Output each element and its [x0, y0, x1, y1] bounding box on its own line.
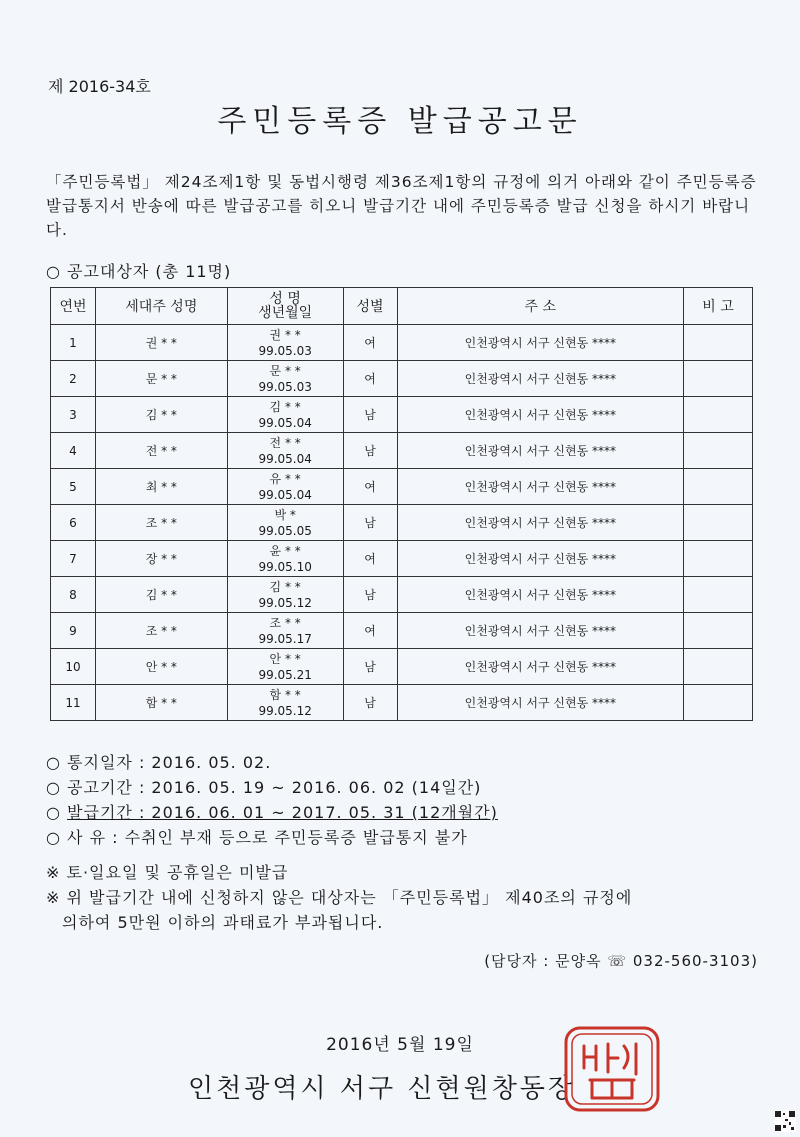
cell-note — [684, 541, 753, 577]
cell-no: 3 — [51, 397, 96, 433]
cell-birth: 99.05.04 — [258, 415, 312, 430]
cell-no: 1 — [51, 325, 96, 361]
cell-name-birth — [227, 685, 343, 721]
issue-period-bullet: ○ — [46, 803, 68, 822]
table-row — [51, 541, 753, 577]
cell-no: 10 — [51, 649, 96, 685]
cell-address: 인천광역시 서구 신현동 **** — [397, 577, 684, 613]
cell-household-head: 최 * * — [95, 469, 227, 505]
target-table — [50, 287, 753, 721]
col-header-no: 연번 — [51, 288, 96, 325]
cell-no: 5 — [51, 469, 96, 505]
table-row — [51, 469, 753, 505]
cell-note — [684, 577, 753, 613]
table-row — [51, 649, 753, 685]
col-header-name — [227, 288, 343, 325]
col-header-note: 비 고 — [684, 288, 753, 325]
cell-household-head: 조 * * — [95, 613, 227, 649]
cell-household-head: 권 * * — [95, 325, 227, 361]
announce-period: ○ 공고기간 : 2016. 05. 19 ~ 2016. 06. 02 (14일간) — [46, 778, 482, 797]
cell-note — [684, 325, 753, 361]
cell-no: 6 — [51, 505, 96, 541]
cell-name: 김 * * — [269, 579, 301, 594]
intro-paragraph: 「주민등록법」 제24조제1항 및 동법시행령 제36조제1항의 규정에 의거 아래와 같이 주민등록증 발급통지서 반송에 따른 발급공고를 히오니 발급기간 내에 주민등록증 발급 신청을 하시기 바랍니다. — [46, 173, 757, 239]
cell-name-birth — [227, 361, 343, 397]
cell-address: 인천광역시 서구 신현동 **** — [397, 541, 684, 577]
cell-birth: 99.05.03 — [258, 379, 312, 394]
cell-name-birth — [227, 577, 343, 613]
cell-address: 인천광역시 서구 신현동 **** — [397, 397, 684, 433]
cell-name: 유 * * — [269, 471, 301, 486]
page-title: 주민등록증 발급공고문 — [217, 104, 583, 139]
cell-address: 인천광역시 서구 신현동 **** — [397, 469, 684, 505]
cell-no: 2 — [51, 361, 96, 397]
cell-birth: 99.05.04 — [258, 451, 312, 466]
cell-note — [684, 505, 753, 541]
info-block — [46, 750, 498, 850]
issue-period: 발급기간 : 2016. 06. 01 ~ 2017. 05. 31 (12개월간) — [67, 803, 498, 822]
cell-name-birth — [227, 325, 343, 361]
cell-name-birth — [227, 649, 343, 685]
table-row — [51, 577, 753, 613]
cell-sex: 남 — [343, 433, 397, 469]
cell-birth: 99.05.12 — [258, 595, 312, 610]
cell-note — [684, 397, 753, 433]
cell-household-head: 문 * * — [95, 361, 227, 397]
cell-sex: 남 — [343, 649, 397, 685]
cell-address: 인천광역시 서구 신현동 **** — [397, 613, 684, 649]
cell-name: 문 * * — [269, 363, 301, 378]
cell-name-birth — [227, 397, 343, 433]
table-row — [51, 433, 753, 469]
cell-household-head: 안 * * — [95, 649, 227, 685]
cell-name: 김 * * — [269, 399, 301, 414]
contact-info: (담당자 : 문양옥 ☏ 032-560-3103) — [484, 952, 758, 970]
col-header-name-top: 성 명 — [269, 291, 301, 307]
cell-name: 윤 * * — [269, 543, 301, 558]
cell-sex: 여 — [343, 613, 397, 649]
cell-note — [684, 649, 753, 685]
section-label: ○ 공고대상자 (총 11명) — [46, 262, 232, 281]
cell-household-head: 장 * * — [95, 541, 227, 577]
cell-household-head: 김 * * — [95, 397, 227, 433]
cell-note — [684, 361, 753, 397]
note-1: ※ 토·일요일 및 공휴일은 미발급 — [46, 863, 289, 882]
cell-sex: 여 — [343, 361, 397, 397]
cell-name: 박 * — [274, 507, 296, 522]
cell-birth: 99.05.03 — [258, 343, 312, 358]
cell-birth: 99.05.21 — [258, 667, 312, 682]
col-header-addr: 주 소 — [397, 288, 684, 325]
note-2: ※ 위 발급기간 내에 신청하지 않은 대상자는 「주민등록법」 제40조의 규정에 — [46, 888, 633, 907]
table-row — [51, 505, 753, 541]
cell-no: 8 — [51, 577, 96, 613]
official-seal-icon — [562, 1024, 662, 1114]
cell-birth: 99.05.05 — [258, 523, 312, 538]
cell-address: 인천광역시 서구 신현동 **** — [397, 361, 684, 397]
table-row — [51, 685, 753, 721]
cell-name: 함 * * — [269, 687, 301, 702]
cell-sex: 여 — [343, 541, 397, 577]
col-header-head: 세대주 성명 — [95, 288, 227, 325]
cell-address: 인천광역시 서구 신현동 **** — [397, 649, 684, 685]
cell-address: 인천광역시 서구 신현동 **** — [397, 685, 684, 721]
cell-sex: 남 — [343, 397, 397, 433]
notify-date: ○ 통지일자 : 2016. 05. 02. — [46, 753, 272, 772]
cell-birth: 99.05.04 — [258, 487, 312, 502]
table-row — [51, 361, 753, 397]
notes-block — [46, 860, 762, 935]
cell-address: 인천광역시 서구 신현동 **** — [397, 505, 684, 541]
cell-note — [684, 613, 753, 649]
cell-household-head: 전 * * — [95, 433, 227, 469]
document-number: 제 2016-34호 — [48, 77, 151, 96]
cell-note — [684, 685, 753, 721]
cell-name-birth — [227, 469, 343, 505]
cell-note — [684, 469, 753, 505]
cell-name-birth — [227, 505, 343, 541]
col-header-name-bottom: 생년월일 — [258, 305, 313, 321]
cell-sex: 여 — [343, 469, 397, 505]
cell-birth: 99.05.17 — [258, 631, 312, 646]
cell-name: 조 * * — [269, 615, 301, 630]
table-row — [51, 397, 753, 433]
table-header-row — [51, 288, 753, 325]
table-row — [51, 325, 753, 361]
cell-name: 안 * * — [269, 651, 301, 666]
signature-authority: 인천광역시 서구 신현원창동장 — [188, 1074, 577, 1104]
cell-name: 권 * * — [269, 327, 301, 342]
reason: ○ 사 유 : 수취인 부재 등으로 주민등록증 발급통지 불가 — [46, 828, 468, 847]
cell-name: 전 * * — [269, 435, 301, 450]
cell-name-birth — [227, 613, 343, 649]
cell-no: 11 — [51, 685, 96, 721]
issue-period-line — [46, 800, 498, 825]
cell-no: 4 — [51, 433, 96, 469]
cell-birth: 99.05.12 — [258, 703, 312, 718]
qr-code-icon — [774, 1110, 796, 1132]
issue-date: 2016년 5월 19일 — [326, 1035, 474, 1055]
cell-household-head: 함 * * — [95, 685, 227, 721]
cell-sex: 남 — [343, 685, 397, 721]
cell-name-birth — [227, 433, 343, 469]
cell-sex: 남 — [343, 505, 397, 541]
cell-name-birth — [227, 541, 343, 577]
cell-address: 인천광역시 서구 신현동 **** — [397, 325, 684, 361]
cell-birth: 99.05.10 — [258, 559, 312, 574]
cell-no: 7 — [51, 541, 96, 577]
note-2-cont: 의하여 5만원 이하의 과태료가 부과됩니다. — [62, 913, 384, 932]
cell-note — [684, 433, 753, 469]
col-header-sex: 성별 — [343, 288, 397, 325]
cell-sex: 여 — [343, 325, 397, 361]
cell-address: 인천광역시 서구 신현동 **** — [397, 433, 684, 469]
cell-household-head: 김 * * — [95, 577, 227, 613]
cell-household-head: 조 * * — [95, 505, 227, 541]
table-row — [51, 613, 753, 649]
cell-no: 9 — [51, 613, 96, 649]
cell-sex: 남 — [343, 577, 397, 613]
